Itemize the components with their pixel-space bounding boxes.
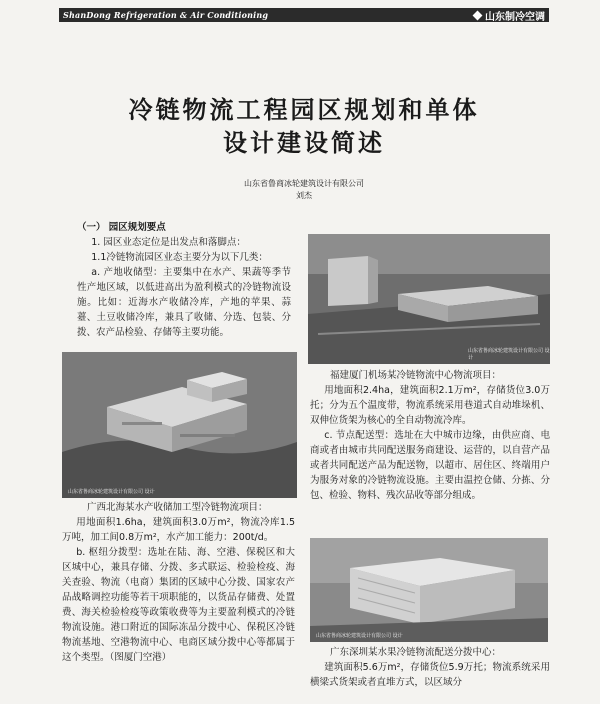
building-illustration: [308, 234, 550, 364]
caption-shenzhen: 广东深圳某水果冷链物流配送分拨中心：: [330, 647, 502, 658]
photo-shenzhen-project: [310, 538, 548, 642]
paragraph: 用地面积2.4ha，建筑面积2.1万m²，存储货位3.0万托；分为五个温度带，物流系统采用巷道式自动堆垛机、双伸位货架为核心的全自动物流冷库。: [310, 385, 550, 426]
right-middle-text: [310, 383, 550, 503]
article-title-line2: 设计建设简述: [223, 128, 385, 157]
diamond-icon: [473, 10, 483, 20]
paragraph: 建筑面积5.6万m²，存储货位5.9万托；物流系统采用横梁式货架或者直堆方式，以区域分: [310, 662, 550, 688]
caption-xiamen: 福建厦门机场某冷链物流中心物流项目：: [330, 370, 502, 381]
author-name: 刘杰: [296, 191, 312, 200]
paragraph: c. 节点配送型：选址在大中城市边缘，由供应商、电商或者由城市共同配送服务商建设、运营的，以自营产品或者共同配送产品为配送物，以超市、居住区、终端用户为服务对象的冷链物流设施。主要由温控仓储、分拣、分包、检验、物料、残次品收等部分组成。: [310, 430, 550, 501]
paragraph: 1. 园区业态定位是出发点和落脚点：: [91, 237, 246, 248]
right-bottom-text: [310, 660, 550, 690]
building-illustration: [310, 538, 548, 642]
photo-credit: 山东省鲁商冰轮建筑设计有限公司 设计: [468, 348, 550, 361]
author-affiliation: 山东省鲁商冰轮建筑设计有限公司: [244, 179, 364, 188]
photo-beihai-project: [62, 352, 297, 498]
paragraph: a. 产地收储型：主要集中在水产、果蔬等季节性产地区域，以低进高出为盈利模式的冷链物流设施。比如：近海水产收储冷库，产地的苹果、蒜薹、土豆收储冷库，兼具了收储、分选、包装、分拨、农产品检验、存储等主要功能。: [77, 267, 291, 338]
journal-name-cn-wrap: [474, 8, 545, 23]
photo-credit: 山东省鲁商冰轮建筑设计有限公司 设计: [316, 633, 403, 639]
journal-name-en: ShanDong Refrigeration & Air Conditioning: [63, 10, 269, 20]
section-heading: （一） 园区规划要点: [77, 222, 166, 233]
building-illustration: [62, 352, 297, 498]
article-title-line1: 冷链物流工程园区规划和单体: [128, 95, 480, 124]
running-header: [59, 8, 549, 22]
caption-beihai: 广西北海某水产收储加工型冷链物流项目：: [87, 502, 268, 513]
photo-xiamen-project: [308, 234, 550, 364]
paragraph: 1.1冷链物流园区业态主要分为以下几类：: [91, 252, 268, 263]
paragraph: 用地面积1.6ha，建筑面积3.0万m²，物流冷库1.5万吨，加工间0.8万m²，水产加工能力：200t/d。: [62, 517, 295, 543]
paragraph: b. 枢纽分拨型：选址在陆、海、空港、保税区和大区城中心，兼具存储、分拨、多式联运、检验检疫、海关查验、物流（电商）集团的区域中心分拨、国家农产品战略调控功能等若干项职能的，以货品存储费、处置费、海关检验检疫等政策收费等为主要盈利模式的冷链物流设施。港口附近的国际冻品分拨中心、保税区冷链物流基地、空港物流中心、电商区域分拨中心等都属于这个类型。（图厦门空港）: [62, 547, 295, 663]
photo-credit: 山东省鲁商冰轮建筑设计有限公司 设计: [68, 489, 155, 495]
left-lower-text: [62, 515, 295, 665]
journal-name-cn: 山东制冷空调: [485, 11, 545, 23]
left-intro-text: [77, 220, 291, 340]
